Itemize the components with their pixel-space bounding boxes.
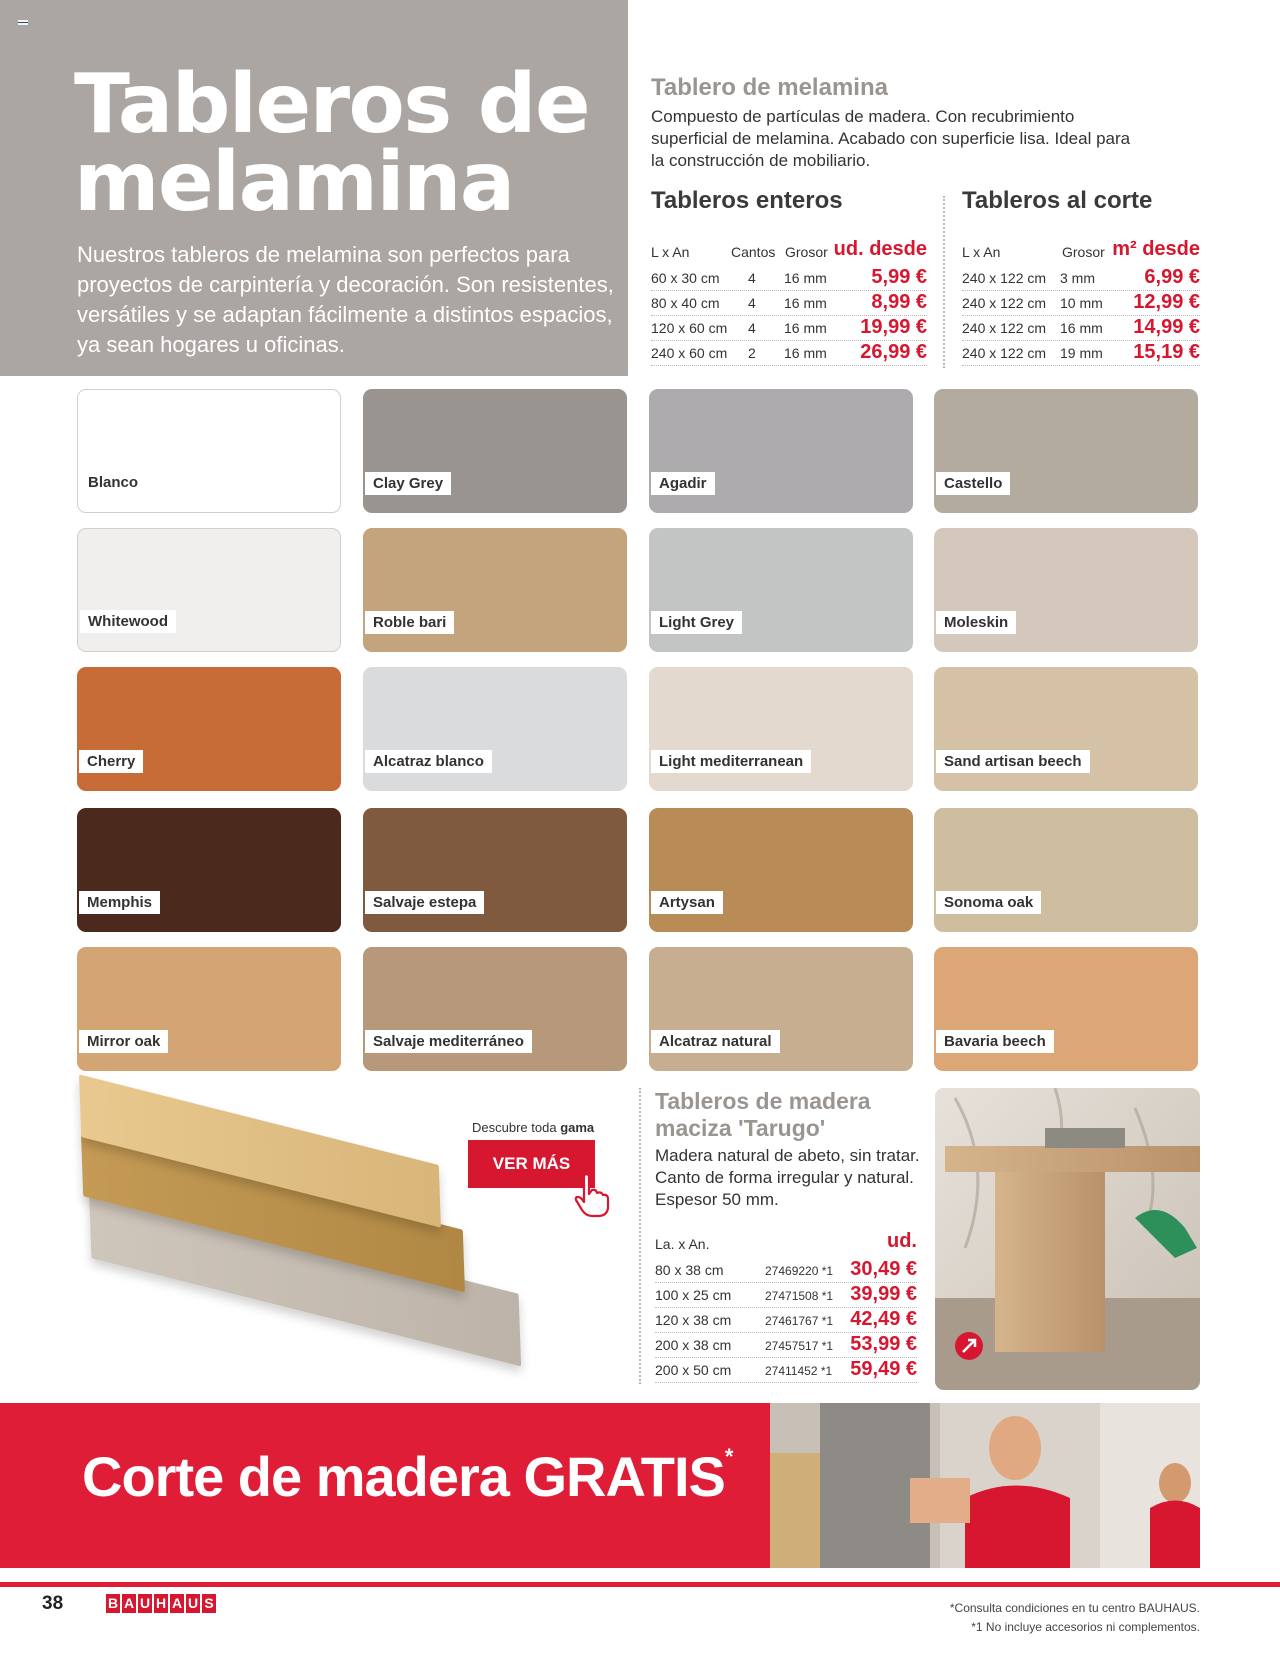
swatch-label: Whitewood — [80, 610, 176, 633]
price-value: 6,99 € — [1144, 266, 1200, 288]
swatch-label: Salvaje mediterráneo — [365, 1030, 532, 1053]
swatch-label: Blanco — [80, 471, 146, 494]
column-header: Grosor — [785, 244, 828, 260]
swatch-tile — [934, 808, 1198, 932]
footnote-1: *Consulta condiciones en tu centro BAUHAUS. — [949, 1601, 1200, 1615]
logo-letter: A — [171, 1595, 183, 1611]
column-header: Cantos — [731, 244, 776, 260]
swatch-tile — [77, 389, 341, 513]
table-row — [651, 316, 927, 341]
table-row — [655, 1358, 917, 1383]
table-row — [655, 1308, 917, 1333]
swatch-tile — [77, 808, 341, 932]
table-header — [962, 236, 1200, 266]
table-cell: 80 x 40 cm — [651, 295, 720, 311]
table-cell: 200 x 38 cm — [655, 1337, 732, 1353]
swatch-tile — [363, 947, 627, 1071]
table-cell: 120 x 38 cm — [655, 1312, 732, 1328]
column-header: L x An — [651, 244, 690, 260]
enteros-price-table — [651, 236, 927, 366]
tarugo-table-photo — [935, 1088, 1200, 1390]
table-row — [962, 266, 1200, 291]
logo-letter: U — [139, 1595, 151, 1611]
boards-stack-image — [70, 1090, 530, 1390]
swatch-label: Light Grey — [651, 611, 742, 634]
swatch-label: Bavaria beech — [936, 1030, 1054, 1053]
swatch-tile — [934, 947, 1198, 1071]
table-cell: 60 x 30 cm — [651, 270, 720, 286]
table-header — [655, 1228, 917, 1258]
flag-mark-icon — [18, 20, 28, 25]
pointer-hand-icon — [572, 1170, 618, 1218]
swatch-tile — [363, 667, 627, 791]
table-cell: 19 mm — [1060, 345, 1103, 361]
swatch-label: Moleskin — [936, 611, 1016, 634]
corte-title: Tableros al corte — [962, 187, 1153, 214]
table-cell: 100 x 25 cm — [655, 1287, 732, 1303]
swatch-label: Salvaje estepa — [365, 891, 484, 914]
cta-prefix: Descubre toda — [472, 1120, 557, 1135]
table-cell: 240 x 122 cm — [962, 320, 1047, 336]
swatch-tile — [649, 389, 913, 513]
swatch-label: Alcatraz natural — [651, 1030, 780, 1053]
table-cell: 4 — [748, 295, 756, 311]
cta-bold: gama — [560, 1120, 595, 1135]
table-row — [962, 341, 1200, 366]
table-cell: 120 x 60 cm — [651, 320, 728, 336]
promo-text: Corte de madera GRATIS — [82, 1445, 725, 1508]
tarugo-title: Tableros de madera maciza 'Tarugo' — [655, 1088, 871, 1141]
swatch-tile — [649, 808, 913, 932]
ver-mas-button[interactable]: VER MÁS — [468, 1140, 595, 1188]
info-description: Compuesto de partículas de madera. Con recubrimiento superficial de melamina. Acabado con superficie lisa. Ideal para la construcción de mobiliario. — [651, 107, 1131, 170]
promo-mark: * — [724, 1444, 733, 1469]
swatch-tile — [363, 528, 627, 652]
swatch-label: Cherry — [79, 750, 143, 773]
swatch-label: Sand artisan beech — [936, 750, 1090, 773]
price-value: 19,99 € — [860, 316, 927, 338]
cta-caption — [472, 1120, 594, 1135]
table-divider — [943, 196, 945, 368]
tarugo-divider — [639, 1088, 641, 1384]
table-row — [655, 1258, 917, 1283]
price-value: 15,19 € — [1133, 341, 1200, 363]
swatch-tile — [934, 389, 1198, 513]
hero-description: Nuestros tableros de melamina son perfectos para proyectos de carpintería y decoración. Son resistentes, versátiles y se adaptan fácilmente a distintos espacios, ya sean hogares u oficinas. — [77, 242, 614, 357]
swatch-label: Clay Grey — [365, 472, 451, 495]
table-cell: 27471508 *1 — [765, 1289, 834, 1303]
footer-rule — [0, 1582, 1280, 1587]
price-value: 39,99 € — [850, 1283, 917, 1305]
logo-letter: S — [202, 1594, 216, 1613]
swatch-tile — [649, 528, 913, 652]
price-header: ud. — [887, 1230, 917, 1252]
hero-title-line1: Tableros de — [74, 57, 590, 152]
table-cell: 4 — [748, 270, 756, 286]
table-cell: 16 mm — [784, 345, 827, 361]
info-title: Tablero de melamina — [651, 74, 888, 101]
table-cell: 16 mm — [1060, 320, 1103, 336]
table-cell: 27411452 *1 — [765, 1364, 833, 1378]
swatch-label: Mirror oak — [79, 1030, 168, 1053]
swatch-label: Sonoma oak — [936, 891, 1041, 914]
price-value: 5,99 € — [871, 266, 927, 288]
table-cell: 240 x 60 cm — [651, 345, 728, 361]
table-header — [651, 236, 927, 266]
promo-banner-text — [82, 1444, 732, 1509]
table-cell: 10 mm — [1060, 295, 1103, 311]
table-row — [651, 291, 927, 316]
price-header: ud. desde — [833, 238, 927, 260]
table-cell: 240 x 122 cm — [962, 295, 1047, 311]
swatch-label: Artysan — [651, 891, 723, 914]
swatch-tile — [363, 389, 627, 513]
price-value: 14,99 € — [1133, 316, 1200, 338]
table-row — [962, 316, 1200, 341]
swatch-label: Roble bari — [365, 611, 454, 634]
table-cell: 80 x 38 cm — [655, 1262, 724, 1278]
hero-title-line2: melamina — [74, 135, 514, 230]
price-value: 12,99 € — [1133, 291, 1200, 313]
logo-letter: H — [155, 1595, 167, 1611]
table-row — [655, 1333, 917, 1358]
swatch-tile — [77, 528, 341, 652]
table-cell: 3 mm — [1060, 270, 1095, 286]
table-row — [962, 291, 1200, 316]
price-value: 59,49 € — [850, 1358, 917, 1380]
column-header: Grosor — [1062, 244, 1105, 260]
swatch-label: Light mediterranean — [651, 750, 811, 773]
workshop-photo — [770, 1403, 1200, 1568]
swatch-tile — [77, 947, 341, 1071]
table-cell: 27461767 *1 — [765, 1314, 834, 1328]
column-header: L x An — [962, 244, 1001, 260]
price-value: 26,99 € — [860, 341, 927, 363]
hero-title — [74, 57, 590, 230]
swatch-label: Memphis — [79, 891, 160, 914]
price-value: 8,99 € — [871, 291, 927, 313]
table-cell: 16 mm — [784, 320, 827, 336]
swatch-tile — [934, 667, 1198, 791]
price-value: 30,49 € — [850, 1258, 917, 1280]
price-value: 42,49 € — [850, 1308, 917, 1330]
swatch-tile — [649, 667, 913, 791]
swatch-label: Alcatraz blanco — [365, 750, 492, 773]
swatch-label: Castello — [936, 472, 1010, 495]
table-cell: 240 x 122 cm — [962, 345, 1047, 361]
table-row — [655, 1283, 917, 1308]
swatch-label: Agadir — [651, 472, 715, 495]
bauhaus-logo — [106, 1594, 216, 1613]
enteros-title: Tableros enteros — [651, 187, 843, 214]
swatch-tile — [363, 808, 627, 932]
table-cell: 27469220 *1 — [765, 1264, 834, 1278]
swatch-tile — [649, 947, 913, 1071]
table-cell: 240 x 122 cm — [962, 270, 1047, 286]
corte-price-table — [962, 236, 1200, 366]
logo-letter: B — [107, 1595, 119, 1611]
price-value: 53,99 € — [850, 1333, 917, 1355]
swatch-tile — [934, 528, 1198, 652]
table-cell: 16 mm — [784, 270, 827, 286]
table-cell: 2 — [748, 345, 756, 361]
table-cell: 16 mm — [784, 295, 827, 311]
table-cell: 27457517 *1 — [765, 1339, 834, 1353]
column-header: La. x An. — [655, 1236, 710, 1252]
swatch-tile — [77, 667, 341, 791]
page-number: 38 — [42, 1593, 64, 1614]
table-cell: 4 — [748, 320, 756, 336]
logo-letter: U — [187, 1595, 199, 1611]
price-header: m² desde — [1112, 238, 1200, 260]
table-row — [651, 341, 927, 366]
table-row — [651, 266, 927, 291]
logo-letter: A — [123, 1595, 135, 1611]
tarugo-price-table — [655, 1228, 917, 1383]
footnote-2: *1 No incluye accesorios ni complementos. — [971, 1620, 1200, 1634]
tarugo-description: Madera natural de abeto, sin tratar. Canto de forma irregular y natural. Espesor 50 mm. — [655, 1146, 920, 1209]
table-cell: 200 x 50 cm — [655, 1362, 732, 1378]
